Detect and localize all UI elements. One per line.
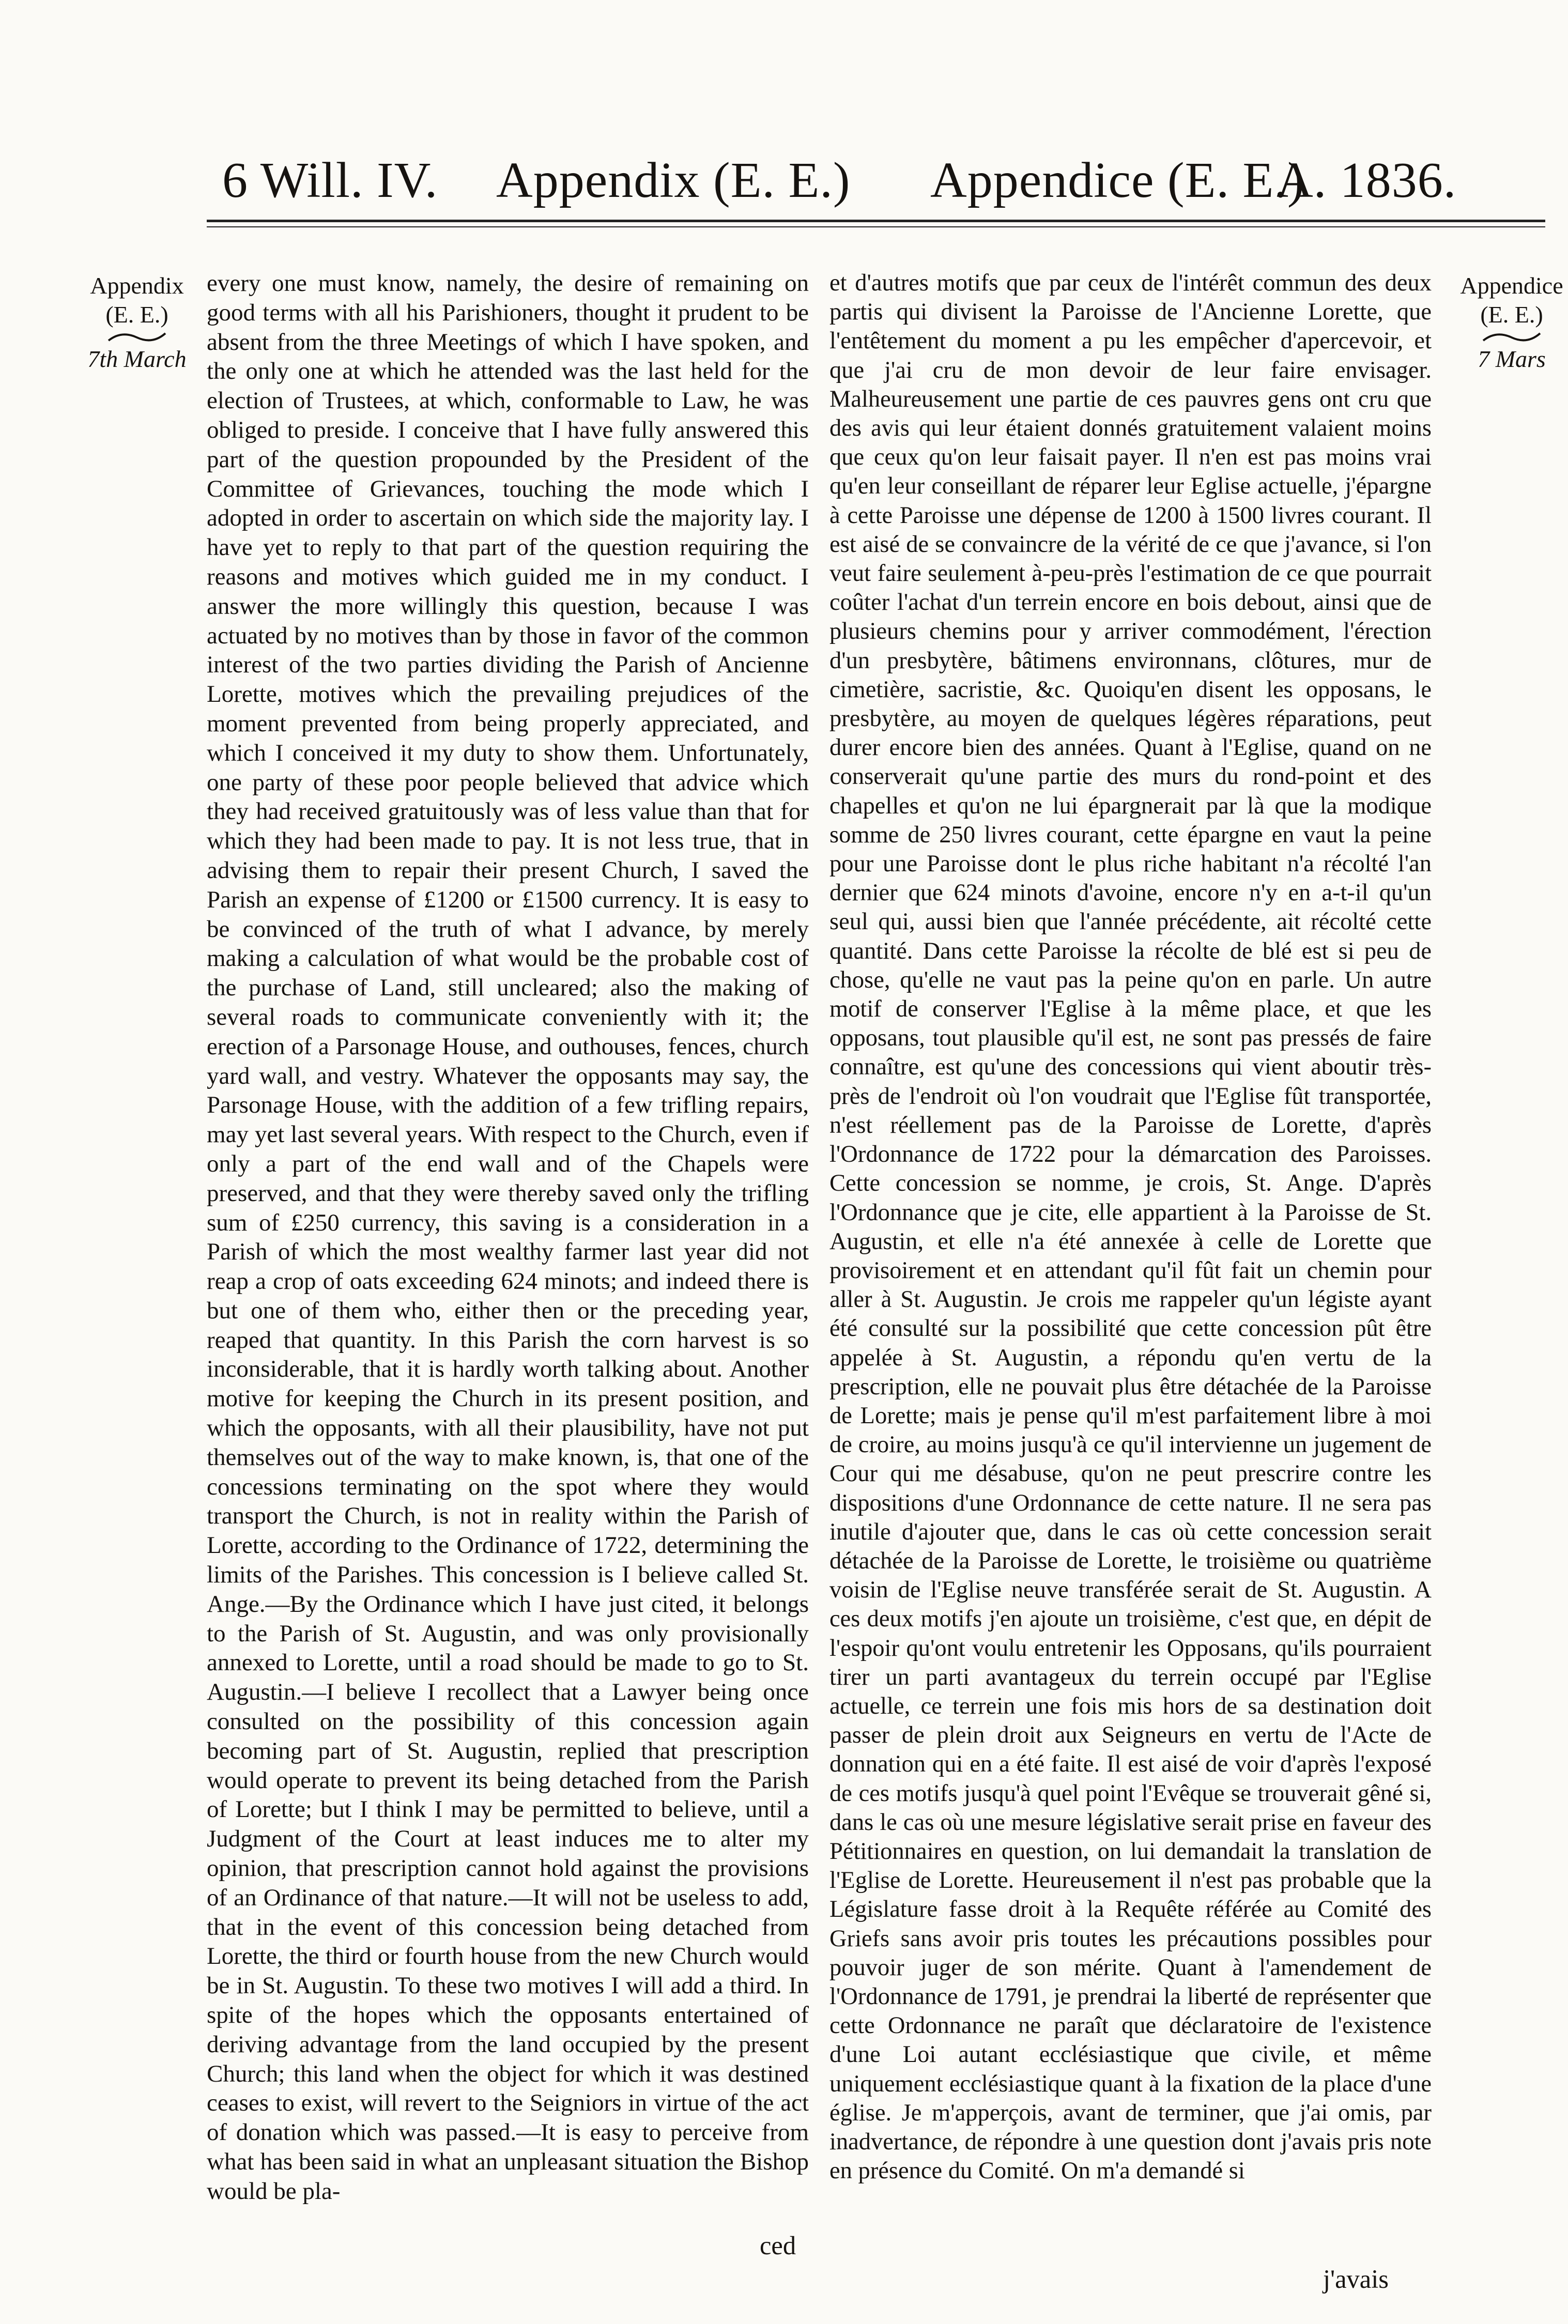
english-paragraph: every one must know, namely, the desire of remaining on good terms with all his Parishioners, thought it prudent to be absent from the three Meetings of which I have spoken, and the only one at which he attended was the last held for the election of Trustees, at which, conformable to Law, he was obliged to preside. I conceive that I have fully answered this part of the question propounded by the President of the Committee of Grievances, touching the mode which I adopted in order to ascertain on which side the majority lay. I have yet to reply to that part of the question requiring the reasons and motives which guided me in my conduct. I answer the more willingly this question, because I was actuated by no motives than by those in favor of the common interest of the two parties dividing the Parish of Ancienne Lorette, motives which the prevailing prejudices of the moment prevented from being properly appreciated, and which I conceived it my duty to show them. Unfortunately, one party of these poor people believed that advice which they had received gratuitously was of less value than that for which they had been made to pay. It is not less true, that in advising them to repair their present Church, I saved the Parish an expense of £1200 or £1500 currency. It is easy to be convinced of the truth of what I advance, by merely making a calculation of what would be the probable cost of the purchase of Land, still uncleared; also the making of several roads to communicate conveniently with it; the erection of a Parsonage House, and outhouses, fences, church yard wall, and vestry. Whatever the opposants may say, the Parsonage House, with the addition of a few trifling repairs, may yet last several years. With respect to the Church, even if only a part of the end wall and of the Chapels were preserved, and that they were thereby saved only the trifling sum of £250 currency, this saving is a consideration in a Parish of which the most wealthy farmer last year did not reap a crop of oats exceeding 624 minots; and indeed there is but one of them who, either then or the preceding year, reaped that quantity. In this Parish the corn harvest is so inconsiderable, that it is hardly worth talking about. Another motive for keeping the Church in its present position, and which the opposants, with all their plausibility, have not put themselves out of the way to make known, is, that one of the concessions terminating on the spot where they would transport the Church, is not in reality within the Parish of Lorette, according to the Ordinance of 1722, determining the limits of the Parishes. This concession is I believe called St. Ange.—By the Ordinance which I have just cited, it belongs to the Parish of St. Augustin, and was only provisionally annexed to Lorette, until a road should be made to go to St. Augustin.—I believe I recollect that a Lawyer being once consulted on the possibility of this concession again becoming part of St. Augustin, replied that prescription would operate to prevent its being detached from the Parish of Lorette; but I think I may be permitted to believe, until a Judgment of the Court at least induces me to alter my opinion, that prescription cannot hold against the provisions of an Ordinance of that nature.—It will not be useless to add, that in the event of this concession being detached from Lorette, the third or fourth house from the new Church would be in St. Augustin. To these two motives I will add a third. In spite of the hopes which the opposants entertained of deriving advantage from the land occupied by the present Church; this land when the object for which it was destined ceases to exist, will revert to the Seigniors in virtue of the act of donation which was passed.—It is easy to perceive from what has been said in what an unpleasant situation the Bishop would be pla- [207, 270, 809, 2205]
header-rule-thin [207, 226, 1545, 227]
margin-date-fr: 7 Mars [1478, 346, 1546, 372]
margin-label-en: Appendix [90, 272, 184, 299]
margin-code-en: (E. E.) [105, 301, 168, 328]
header-rule-thick [207, 220, 1545, 222]
english-continuation: ced [760, 2231, 796, 2260]
brace-ornament [106, 329, 168, 345]
left-margin-note [83, 271, 191, 374]
margin-label-fr: Appendice [1460, 272, 1563, 299]
english-column [207, 269, 809, 2206]
margin-code-fr: (E. E.) [1480, 301, 1543, 328]
margin-date-en: 7th March [87, 346, 187, 372]
french-column [829, 269, 1432, 2186]
header-appendix-fr: Appendice (E. E.) [930, 152, 1305, 208]
header-year: A. 1836. [1277, 152, 1457, 208]
brace-ornament [1481, 329, 1543, 345]
right-margin-note [1460, 271, 1563, 374]
header-session: 6 Will. IV. [222, 152, 438, 208]
french-paragraph: et d'autres motifs que par ceux de l'intérêt commun des deux partis qui divisent la Paroisse de l'Ancienne Lorette, que l'entêtement du moment a pu les empêcher d'apercevoir, et que j'ai cru de mon devoir de leur faire envisager. Malheureusement une partie de ces pauvres gens ont cru que des avis qui leur étaient donnés gratuitement valaient moins que ceux qu'on leur faisait payer. Il n'en est pas moins vrai qu'en leur conseillant de réparer leur Eglise actuelle, j'épargne à cette Paroisse une dépense de 1200 à 1500 livres courant. Il est aisé de se convaincre de la vérité de ce que j'avance, si l'on veut faire seulement à-peu-près l'estimation de ce que pourrait coûter l'achat d'un terrein encore en bois debout, ainsi que de plusieurs chemins pour y arriver commodément, l'érection d'un presbytère, bâtimens environnans, clôtures, mur de cimetière, sacristie, &c. Quoiqu'en disent les opposans, le presbytère, au moyen de quelques légères réparations, peut durer encore bien des années. Quant à l'Eglise, quand on ne conserverait qu'une partie des murs du rond-point et des chapelles et qu'on ne lui épargnerait par là que la modique somme de 250 livres courant, cette épargne en vaut la peine pour une Paroisse dont le plus riche habitant n'a récolté l'an dernier que 624 minots d'avoine, encore n'y en a-t-il qu'un seul qui, aussi bien que l'année précédente, ait récolté cette quantité. Dans cette Paroisse la récolte de blé est si peu de chose, qu'elle ne vaut pas la peine qu'on en parle. Un autre motif de conserver l'Eglise à la même place, et que les opposans, tout plausible qu'il est, ne sont pas pressés de faire connaître, est qu'une des concessions qui vient aboutir très-près de l'endroit où l'on voudrait que l'Eglise fût transportée, n'est réellement pas de la Paroisse de Lorette, d'après l'Ordonnance de 1722 pour la démarcation des Paroisses. Cette concession se nomme, je crois, St. Ange. D'après l'Ordonnance que je cite, elle appartient à la Paroisse de St. Augustin, et elle n'a été annexée à celle de Lorette que provisoirement et en attendant qu'il fût fait un chemin pour aller à St. Augustin. Je crois me rappeler qu'un légiste ayant été consulté sur la possibilité que cette concession pût être appelée à St. Augustin, a répondu qu'en vertu de la prescription, elle ne pouvait plus être détachée de la Paroisse de Lorette; mais je pense qu'il m'est parfaitement libre à moi de croire, au moins jusqu'à ce qu'il intervienne un jugement de Cour qui me désabuse, qu'on ne peut prescrire contre les dispositions d'une Ordonnance de cette nature. Il ne sera pas inutile d'ajouter que, dans le cas où cette concession serait détachée de la Paroisse de Lorette, le troisième ou quatrième voisin de l'Eglise neuve transférée serait de St. Augustin. A ces deux motifs j'en ajoute un troisième, c'est que, en dépit de l'espoir qu'ont voulu entretenir les Opposans, qu'ils pourraient tirer un parti avantageux du terrein occupé par l'Eglise actuelle, ce terrein une fois mis hors de sa destination doit passer de plein droit aux Seigneurs en vertu de l'Acte de donnation qui en a été faite. Il est aisé de voir d'après l'exposé de ces motifs jusqu'à quel point l'Evêque se trouverait gêné si, dans le cas où une mesure législative serait prise en faveur des Pétitionnaires en question, on lui demandait la translation de l'Eglise de Lorette. Heureusement il n'est pas probable que la Législature fasse droit à la Requête référée au Comité des Griefs sans avoir pris toutes les précautions possibles pour pouvoir juger de son mérite. Quant à l'amendement de l'Ordonnance de 1791, je prendrai la liberté de représenter que cette Ordonnance ne paraît que déclaratoire de l'existence d'une Loi autant ecclésiastique que civile, et même uniquement ecclésiastique quant à la fixation de la place d'une église. Je m'apperçois, avant de terminer, que j'ai omis, par inadvertance, de répondre à une question dont j'avais pris note en présence du Comité. On m'a demandé si [829, 270, 1432, 2184]
french-continuation: j'avais [1323, 2265, 1389, 2294]
header-appendix-en: Appendix (E. E.) [496, 152, 851, 208]
